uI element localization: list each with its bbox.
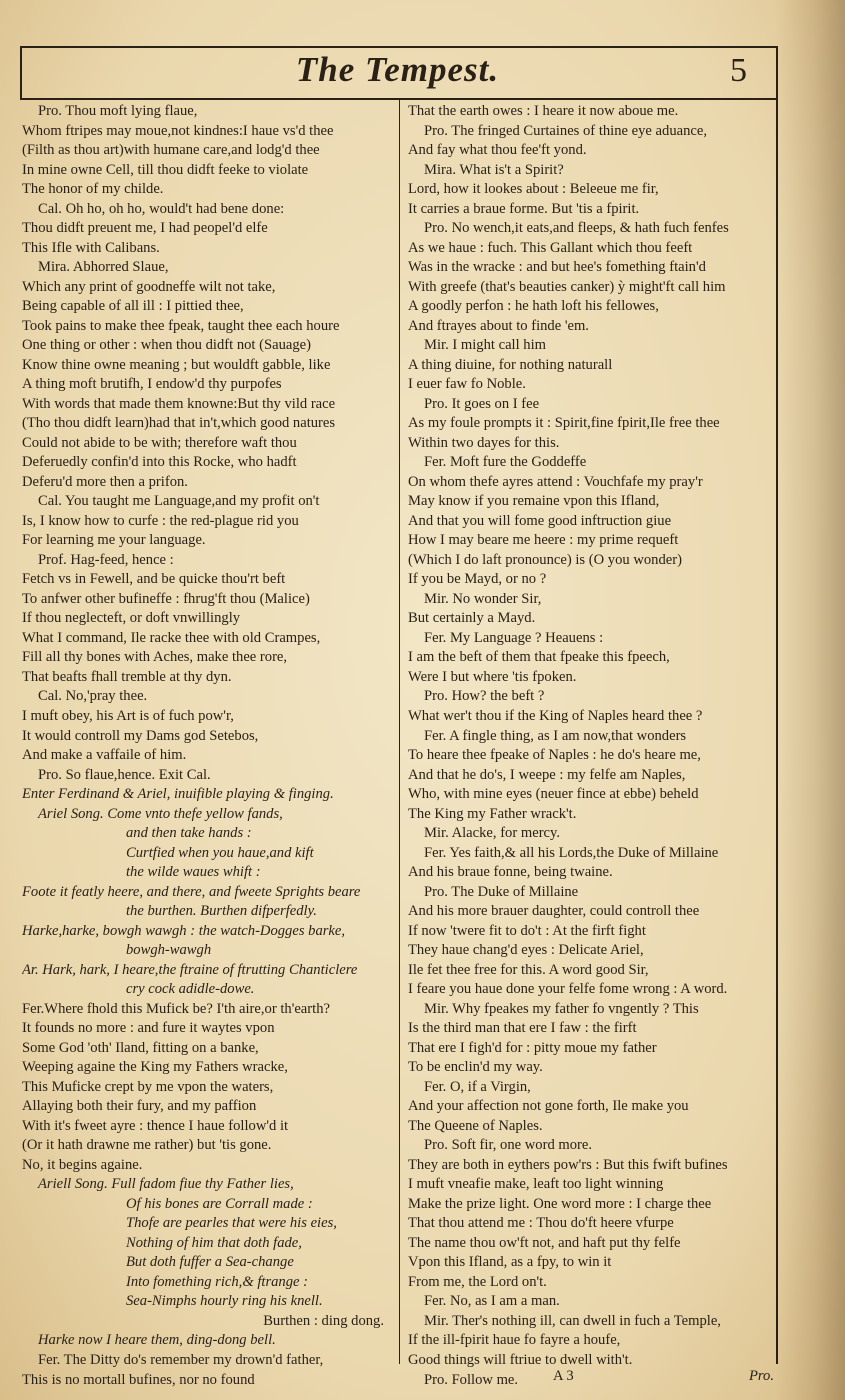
text-line: With greefe (that's beauties canker) ỳ might'ft call him (408, 278, 726, 295)
text-line: cry cock adidle-dowe. (126, 981, 255, 998)
text-line: Cal. Oh ho, oh ho, would't had bene done: (38, 200, 285, 217)
text-line: And his braue fonne, being twaine. (408, 864, 613, 881)
text-line: Fer. A fingle thing, as I am now,that wonders (424, 727, 687, 744)
text-line: Within two dayes for this. (408, 434, 560, 451)
text-line: (Tho thou didft learn)had that in't,which good natures (22, 415, 336, 432)
page-footer (408, 1368, 780, 1390)
text-line: If you be Mayd, or no ? (408, 571, 547, 588)
text-line: Mir. Alacke, for mercy. (424, 825, 561, 842)
text-line: What I command, Ile racke thee with old Crampes, (22, 629, 321, 646)
text-line: The King my Father wrack't. (408, 805, 577, 822)
text-line: Of his bones are Corrall made : (126, 1195, 313, 1212)
text-line: Ariel Song. Come vnto thefe yellow fands, (38, 805, 283, 822)
text-line: (Filth as thou art)with humane care,and lodg'd thee (22, 142, 320, 159)
text-line: Cal. You taught me Language,and my profit on't (38, 493, 320, 510)
text-line: It founds no more : and fure it waytes vpon (22, 1020, 275, 1037)
text-line: Vpon this Ifland, as a fpy, to win it (408, 1254, 612, 1271)
text-line: Good things will ftriue to dwell with't. (408, 1352, 633, 1368)
text-line: This Muficke crept by me vpon the waters, (22, 1078, 274, 1095)
text-line: Who, with mine eyes (neuer fince at ebbe) beheld (408, 786, 699, 803)
text-line: That thou attend me : Thou do'ft heere vfurpe (408, 1215, 674, 1232)
text-line: Lord, how it lookes about : Beleeue me fir, (408, 181, 659, 198)
text-line: (Or it hath drawne me rather) but 'tis gone. (22, 1137, 272, 1154)
text-line: It carries a braue forme. But 'tis a fpirit. (408, 200, 640, 217)
column-divider (399, 98, 400, 1364)
right-text-column (408, 102, 780, 1390)
text-line: What wer't thou if the King of Naples heard thee ? (408, 707, 703, 724)
text-line: A thing diuine, for nothing naturall (408, 356, 613, 373)
text-line: Nothing of him that doth fade, (126, 1234, 302, 1251)
text-line: But certainly a Mayd. (408, 610, 536, 627)
text-line: Prof. Hag-feed, hence : (38, 551, 174, 568)
text-line: Fer. No, as I am a man. (424, 1293, 560, 1310)
catchword: Pro. (749, 1368, 774, 1384)
text-line: Whom ftripes may moue,not kindnes:I haue vs'd thee (22, 122, 334, 139)
text-line: And his more brauer daughter, could controll thee (408, 903, 700, 920)
text-line: Enter Ferdinand & Ariel, inuifible playing & finging. (22, 786, 334, 803)
text-line: In mine owne Cell, till thou didft feeke to violate (22, 161, 309, 178)
text-line: A thing moft brutifh, I endow'd thy purpofes (22, 376, 282, 393)
text-line: On whom thefe ayres attend : Vouchfafe my pray'r (408, 473, 703, 490)
page-binding-shadow (775, 0, 845, 1400)
text-line: As my foule prompts it : Spirit,fine fpirit,Ile free thee (408, 415, 720, 432)
text-line: They haue chang'd eyes : Delicate Ariel, (408, 942, 644, 959)
text-line: Pro. It goes on I fee (424, 395, 540, 412)
text-line: This is no mortall bufines, nor no found (22, 1371, 255, 1388)
text-line: The Queene of Naples. (408, 1117, 543, 1134)
text-line: They are both in eythers pow'rs : But this fwift bufines (408, 1156, 728, 1173)
text-line: Curtfied when you haue,and kift (126, 844, 314, 861)
text-line: And ftrayes about to finde 'em. (408, 317, 589, 334)
text-line: Deferuedly confin'd into this Rocke, who hadft (22, 454, 297, 471)
text-line: Mir. Ther's nothing ill, can dwell in fuch a Temple, (424, 1312, 721, 1329)
text-line: Was in the wracke : and but hee's fomething ftain'd (408, 259, 706, 276)
text-line: For learning me your language. (22, 532, 206, 549)
page-number: 5 (730, 52, 747, 89)
text-line: Pro. Thou moft lying flaue, (38, 103, 198, 119)
text-line: And make a vaffaile of him. (22, 747, 187, 764)
text-line: And that you will fome good inftruction giue (408, 512, 672, 529)
text-line: Fer. Yes faith,& all his Lords,the Duke of Millaine (424, 844, 719, 861)
text-line: Burthen : ding dong. (263, 1312, 384, 1329)
text-line: I muft obey, his Art is of fuch pow'r, (22, 707, 234, 724)
text-line: Ar. Hark, hark, I heare,the ftraine of ftrutting Chanticlere (22, 961, 358, 978)
text-line: Could not abide to be with; therefore waft thou (22, 434, 297, 451)
text-line: Into fomething rich,& ftrange : (126, 1273, 308, 1290)
text-line: (Which I do laft pronounce) is (O you wonder) (408, 551, 682, 568)
text-line: Fer. My Language ? Heauens : (424, 629, 604, 646)
text-line: Pro. Soft fir, one word more. (424, 1137, 593, 1154)
text-line: And that he do's, I weepe : my felfe am Naples, (408, 766, 686, 783)
text-line: It would controll my Dams god Setebos, (22, 727, 259, 744)
text-line: Fer. The Ditty do's remember my drown'd father, (38, 1352, 324, 1368)
text-line: Sea-Nimphs hourly ring his knell. (126, 1293, 323, 1310)
text-line: the burthen. Burthen difperfedly. (126, 903, 317, 920)
text-line: I euer faw fo Noble. (408, 376, 526, 393)
text-line: But doth fuffer a Sea-change (126, 1254, 294, 1271)
text-line: Pro. The Duke of Millaine (424, 883, 579, 900)
text-line: And fay what thou fee'ft yond. (408, 142, 587, 159)
text-line: To heare thee fpeake of Naples : he do's heare me, (408, 747, 701, 764)
text-line: Know thine owne meaning ; but wouldft gabble, like (22, 356, 331, 373)
text-line: May know if you remaine vpon this Ifland, (408, 493, 660, 510)
text-line: Pro. No wench,it eats,and fleeps, & hath fuch fenfes (424, 220, 729, 237)
running-header (20, 46, 775, 100)
text-line: And your affection not gone forth, Ile make you (408, 1098, 689, 1115)
text-line: Is the third man that ere I faw : the firft (408, 1020, 637, 1037)
text-line: To anfwer other bufineffe : fhrug'ft thou (Malice) (22, 590, 310, 607)
text-line: One thing or other : when thou didft not (Sauage) (22, 337, 311, 354)
text-line: With words that made them knowne:But thy vild race (22, 395, 336, 412)
text-line: Pro. So flaue,hence. Exit Cal. (38, 766, 211, 783)
text-line: Foote it featly heere, and there, and fweete Sprights beare (22, 883, 361, 900)
text-line: Fer.Where fhold this Mufick be? I'th aire,or th'earth? (22, 1000, 330, 1017)
text-line: Mir. I might call him (424, 337, 547, 354)
text-line: From me, the Lord on't. (408, 1273, 547, 1290)
text-line: Being capable of all ill : I pittied thee, (22, 298, 244, 315)
text-line: Were I but where 'tis fpoken. (408, 668, 577, 685)
text-line: Ile fet thee free for this. A word good Sir, (408, 961, 649, 978)
text-line: As we haue : fuch. This Gallant which thou feeft (408, 239, 693, 256)
text-line: If now 'twere fit to do't : At the firft fight (408, 922, 646, 939)
text-line: the wilde waues whift : (126, 864, 261, 881)
text-line: Pro. How? the beft ? (424, 688, 545, 705)
text-line: Pro. Follow me. (424, 1371, 519, 1388)
text-line: The name thou ow'ft not, and haft put thy felfe (408, 1234, 681, 1251)
text-line: Took pains to make thee fpeak, taught thee each houre (22, 317, 340, 334)
text-line: Is, I know how to curfe : the red-plague rid you (22, 512, 299, 529)
text-line: Thou didft preuent me, I had peopel'd elfe (22, 220, 268, 237)
text-line: If the ill-fpirit haue fo fayre a houfe, (408, 1332, 621, 1349)
text-line: That beafts fhall tremble at thy dyn. (22, 668, 232, 685)
text-line: Mir. Why fpeakes my father fo vngently ? This (424, 1000, 699, 1017)
text-line: Fill all thy bones with Aches, make thee rore, (22, 649, 288, 666)
text-line: Cal. No,'pray thee. (38, 688, 148, 705)
text-line: Harke now I heare them, ding-dong bell. (38, 1332, 276, 1349)
text-line: Fer. O, if a Virgin, (424, 1078, 531, 1095)
text-line: I am the beft of them that fpeake this fpeech, (408, 649, 670, 666)
text-line: The honor of my childe. (22, 181, 164, 198)
text-line: Thofe are pearles that were his eies, (126, 1215, 337, 1232)
text-line: Make the prize light. One word more : I charge thee (408, 1195, 712, 1212)
text-line: I feare you haue done your felfe fome wrong : A word. (408, 981, 728, 998)
text-line: This Ifle with Calibans. (22, 239, 160, 256)
text-line: A goodly perfon : he hath loft his fellowes, (408, 298, 659, 315)
text-line: I muft vneafie make, leaft too light winning (408, 1176, 664, 1193)
text-line: No, it begins againe. (22, 1156, 143, 1173)
text-line: bowgh-wawgh (126, 942, 212, 959)
text-line: How I may beare me heere : my prime requeft (408, 532, 679, 549)
page-title: The Tempest. (295, 50, 500, 89)
text-line: To be enclin'd my way. (408, 1059, 543, 1076)
text-line: If thou neglecteft, or doft vnwillingly (22, 610, 241, 627)
text-line: Fer. Moft fure the Goddeffe (424, 454, 587, 471)
signature-mark: A 3 (553, 1368, 574, 1384)
text-line: Fetch vs in Fewell, and be quicke thou'rt beft (22, 571, 286, 588)
text-line: Mir. No wonder Sir, (424, 590, 542, 607)
text-line: With it's fweet ayre : thence I haue follow'd it (22, 1117, 289, 1134)
text-line: That ere I figh'd for : pitty moue my father (408, 1039, 657, 1056)
text-line: Harke,harke, bowgh wawgh : the watch-Dogges barke, (22, 922, 346, 939)
text-line: Deferu'd more then a prifon. (22, 473, 188, 490)
text-line: Weeping againe the King my Fathers wracke, (22, 1059, 288, 1076)
text-line: Some God 'oth' Iland, fitting on a banke, (22, 1039, 259, 1056)
text-line: Allaying both their fury, and my paffion (22, 1098, 257, 1115)
text-line: Pro. The fringed Curtaines of thine eye aduance, (424, 122, 707, 139)
text-line: Which any print of goodneffe wilt not take, (22, 278, 276, 295)
text-line: Ariell Song. Full fadom fiue thy Father lies, (38, 1176, 294, 1193)
text-line: Mira. Abhorred Slaue, (38, 259, 169, 276)
left-text-column (22, 102, 390, 1390)
text-line: and then take hands : (126, 825, 252, 842)
text-line: Mira. What is't a Spirit? (424, 161, 564, 178)
text-line: That the earth owes : I heare it now aboue me. (408, 103, 679, 119)
